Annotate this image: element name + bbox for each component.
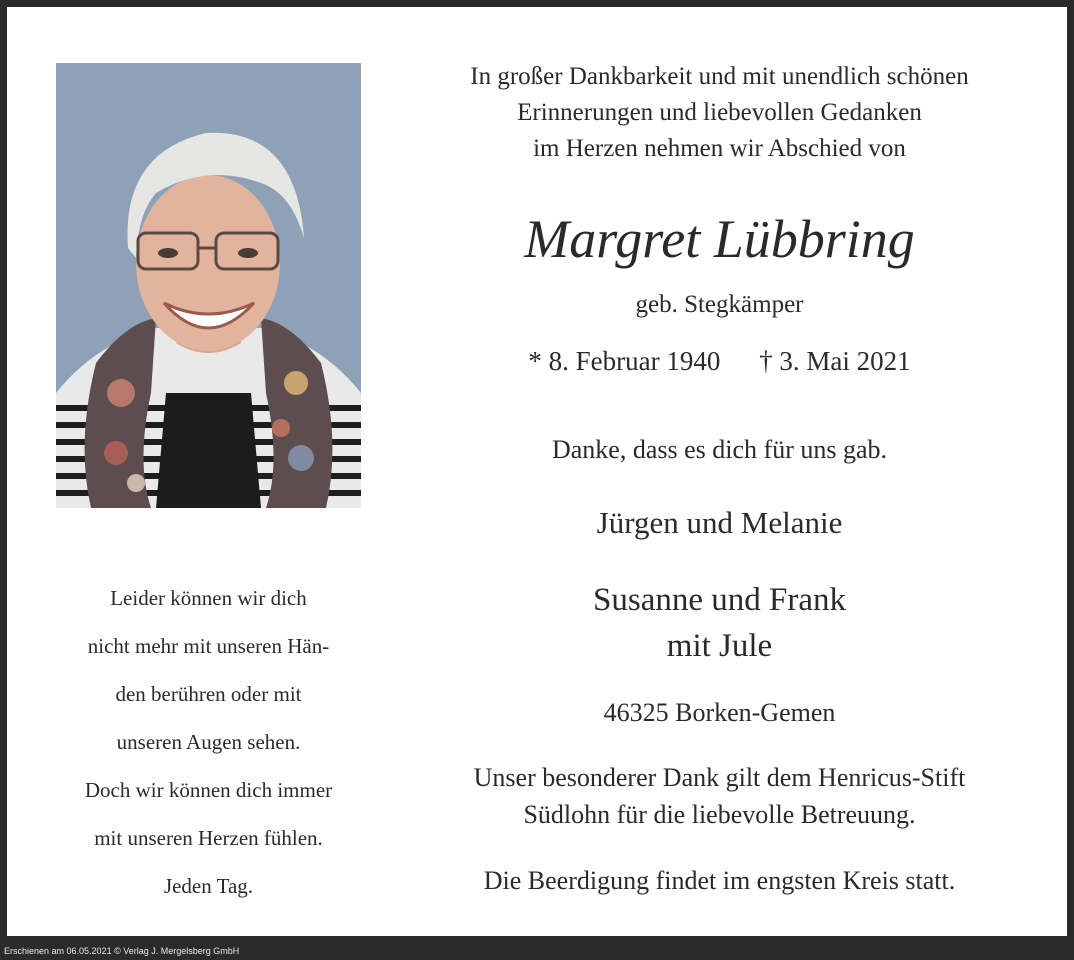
poem-line: Jeden Tag. bbox=[163, 874, 254, 898]
family-block-2 bbox=[387, 577, 1052, 669]
birth-date: * 8. Februar 1940 bbox=[528, 346, 721, 376]
intro-line: Erinnerungen und liebevollen Gedanken bbox=[517, 99, 922, 126]
portrait-illustration bbox=[56, 63, 361, 508]
address: 46325 Borken-Gemen bbox=[603, 698, 836, 727]
life-dates bbox=[387, 343, 1052, 379]
poem-line: nicht mehr mit unseren Hän- bbox=[87, 634, 330, 658]
intro-line: im Herzen nehmen wir Abschied von bbox=[533, 135, 906, 162]
poem-line: Leider können wir dich bbox=[110, 586, 307, 610]
intro-line: In großer Dankbarkeit und mit unendlich schönen bbox=[470, 63, 969, 90]
family-line-1: Jürgen und Melanie bbox=[596, 505, 843, 540]
family-line-3: mit Jule bbox=[666, 628, 773, 664]
portrait-photo bbox=[56, 63, 361, 508]
obituary-card bbox=[7, 7, 1067, 936]
special-thanks-line: Unser besonderer Dank gilt dem Henricus-Stift bbox=[473, 763, 966, 792]
intro-text bbox=[387, 59, 1052, 167]
poem-line: unseren Augen sehen. bbox=[116, 730, 301, 754]
thanks-line: Danke, dass es dich für uns gab. bbox=[551, 435, 888, 464]
burial-note: Die Beerdigung findet im engsten Kreis statt. bbox=[483, 866, 956, 895]
deceased-name: Margret Lübbring bbox=[524, 209, 915, 269]
special-thanks-line: Südlohn für die liebevolle Betreuung. bbox=[523, 800, 916, 829]
poem-line: den berühren oder mit bbox=[115, 682, 302, 706]
special-thanks bbox=[387, 759, 1052, 833]
family-line-2: Susanne und Frank bbox=[593, 582, 846, 618]
publication-footer: Erschienen am 06.05.2021 © Verlag J. Mergelsberg GmbH bbox=[4, 946, 240, 956]
poem-line: mit unseren Herzen fühlen. bbox=[94, 826, 323, 850]
death-date: † 3. Mai 2021 bbox=[759, 346, 911, 376]
poem-line: Doch wir können dich immer bbox=[84, 778, 333, 802]
birth-name: geb. Stegkämper bbox=[635, 291, 804, 318]
poem bbox=[47, 574, 370, 910]
